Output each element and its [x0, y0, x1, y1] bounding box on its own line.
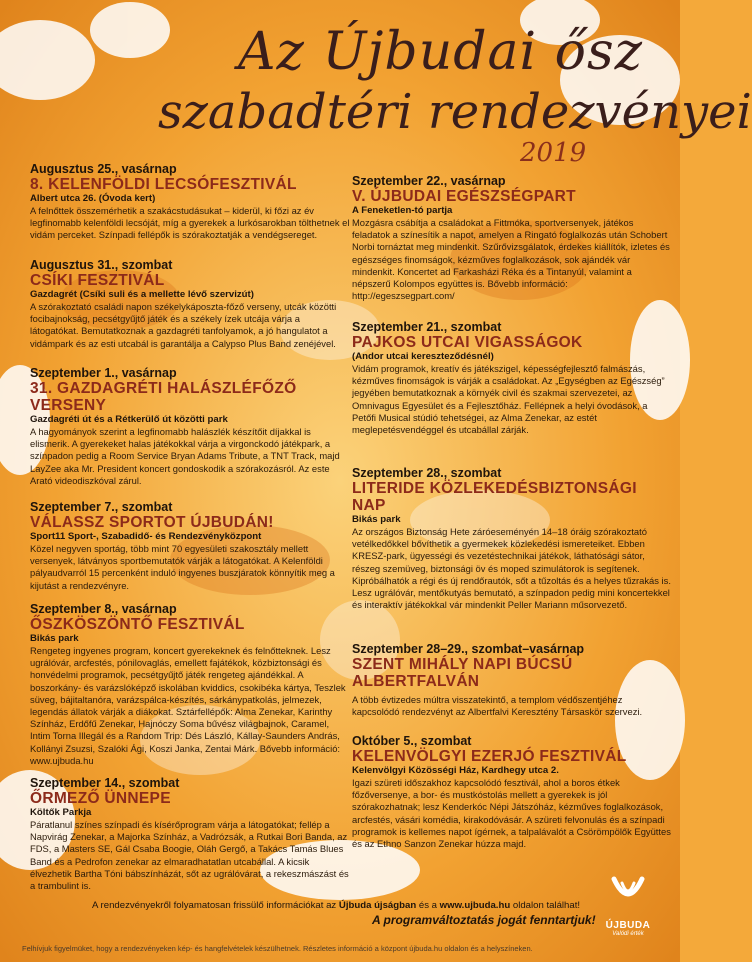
- event-place: Kelenvölgyi Közösségi Ház, Kardhegy utca 2.: [352, 765, 559, 776]
- ujbuda-logo: [600, 875, 656, 943]
- footer-info-mid: és a: [416, 900, 440, 911]
- event-date: Augusztus 25., vasárnap: [30, 162, 177, 176]
- event-name: 8. KELENFÖLDI LECSÓFESZTIVÁL: [30, 176, 297, 193]
- event-ezerjo-fesztival: [352, 734, 672, 850]
- event-description: Az országos Biztonság Hete záróeseményén 14–18 óráig szórakoztató vetélkedőkkel bővíthetik a gyermekek közlekedési ismereteiket. Ebben KRESZ-park, ügyességi és vezetéstechnikai játékok, láthatósági sátor, részeg szemüveg, biztonsági öv és moped szimulátorok is segítenek. Kipróbálhatók a régi és új rendőrautók, sőt a tűzoltás és a helyes tűzrakás is. Lesz ugrálóvár, mentőkutyás bemutató, a színpadon pedig mini koncertekkel és interaktív játékokkal vár mindenkit Peller Mariann műsorvezető.: [352, 526, 671, 611]
- event-literide: [352, 466, 672, 611]
- page-title: [0, 0, 752, 170]
- event-place: Bikás park: [352, 514, 401, 525]
- event-name: SZENT MIHÁLY NAPI BÚCSÚ ALBERTFALVÁN: [352, 656, 573, 690]
- event-description: A szórakoztató családi napon székelykáposzta-főző verseny, utcák közötti focibajnokság, pecsétgyűjtő játék és a székely ízek utcája várja a látogatókat. Bemutatkoznak a gazdagréti tanfolyamok, a jó hangulatot a vidámpark és az esti utcabál is garantálja a Calypso Plus Band zenéjével.: [30, 301, 337, 349]
- event-description: Igazi szüreti időszakhoz kapcsolódó fesztivál, ahol a boros étkek főzőversenye, a bor- és mustkóstolás mellett a gyerekek is jól szórakozhatnak; lesz Kenderkóc Népi Játszóház, kézműves foglalkozások, arcfestés, vásári komédia, kirakodóvásár. A szüreti felvonulás és a színpadi programok is kellemes napot ígérnek, a talpalávalót a Csörömpölők Együttes és az Ethno Sanzon Zenekar húzza majd.: [352, 777, 671, 850]
- event-name: PAJKOS UTCAI VIGASSÁGOK: [352, 334, 583, 351]
- event-name: KELENVÖLGYI EZERJÓ FESZTIVÁL: [352, 748, 627, 765]
- title-line-1: Az Újbudai ősz: [238, 22, 644, 82]
- event-place: A Feneketlen-tó partja: [352, 205, 453, 216]
- event-date: Augusztus 31., szombat: [30, 258, 173, 272]
- event-name: VÁLASSZ SPORTOT ÚJBUDÁN!: [30, 514, 274, 531]
- title-line-2: szabadtéri rendezvényei: [158, 84, 752, 140]
- event-date: Szeptember 8., vasárnap: [30, 602, 177, 616]
- event-ormezo-unnepe: [30, 776, 350, 892]
- footer-info: [92, 900, 612, 911]
- logo-text: ÚJBUDA: [605, 920, 651, 931]
- event-description: Mozgásra csábítja a családokat a Fittmóka, sportversenyek, játékos feladatok a színesítik a napot, amelyen a Ringató foglalkozás után Schobert Norbi tornáztat meg mindenkit. Szűrővizsgálatok, érdekes kiállítók, izletes és egészséges finomságok, kézműves foglalkozások, sok ajándék vár mindenkit. Koncertet ad Farkasházi Réka és a Tintanyúl, valamint a népszerű Kolompos együttes is. Bővebb információ: http://egeszsegpart.com/: [352, 217, 670, 302]
- event-place: Sport11 Sport-, Szabadidő- és Rendezvényközpont: [30, 531, 262, 542]
- event-csiki-fesztival: [30, 258, 350, 350]
- event-date: Szeptember 28., szombat: [352, 466, 502, 480]
- title-year: 2019: [520, 138, 587, 168]
- event-description: Páratlanul színes színpadi és kísérőprogram várja a látogatókat; fellép a Napvirág Zenekar, a Majorka Színház, a Vadrózsák, a Rutkai Bori Banda, az FDS, a Masters SE, Gál Csaba Boogie, Oláh Gergő, a Takács Tamás Blues Band és a Pedrofon zenekar az elmaradhatatlan utcabállal. A kicsik élvezhetik Bartha Tóni bábszínházát, sőt az ugrálóvárat, a rekeszmászást és a trambulint is.: [30, 819, 349, 892]
- event-lecsofesztival: [30, 162, 350, 242]
- event-description: Rengeteg ingyenes program, koncert gyerekeknek és felnőtteknek. Lesz ugrálóvár, arcfestés, pónilovaglás, emellett fajátékok, közbiztonsági és honvédelmi programok, pecsétgyűjtő játék rengeteg ajándékkal. A boszorkány- és varázslóképző iskolában kviddics, csokibéka kártya, Teszlek süveg, bájitaltanóra, varázspálca-készítés, sárkánypatkolás, jelmezek, legendás állatok várják a diákokat. Sztárfellépők: Alma Zenekar, Karinthy Színház, Erdőfű Zenekar, Hajnóczy Soma bűvész világbajnok, Caramel, Intim Torna Illegál és a Random Trip: Dés László, Kállay-Saunders András, Kollányi Zsuzsi, Szalóki Ági, Koszi Janka, Zentai Márk. Bővebb információ: www.ujbuda.hu: [30, 645, 346, 766]
- event-date: Szeptember 14., szombat: [30, 776, 180, 790]
- event-name: ŐRMEZŐ ÜNNEPE: [30, 790, 171, 807]
- event-place: Gazdagréti út és a Rétkerülő út közötti park: [30, 414, 228, 425]
- event-date: Szeptember 22., vasárnap: [352, 174, 506, 188]
- event-description: Közel negyven sportág, több mint 70 egyesületi szakosztály mellett versenyek, látványos sportbemutatók várják a látogatókat. A Kelenföldi pályaudvarról 15 percenként induló ingyenes buszjáratok könnyítik meg a kijutást a rendezvényre.: [30, 543, 335, 591]
- event-date: Szeptember 7., szombat: [30, 500, 173, 514]
- footer-newspaper: Újbuda újságban: [338, 900, 417, 911]
- footer-recording-notice: Felhívjuk figyelmüket, hogy a rendezvényeken kép- és hangfelvételek készülhetnek. Részletes információ a központ újbuda.hu oldalon és a helyszíneken.: [22, 944, 533, 953]
- event-oszkoszonto: [30, 602, 350, 767]
- event-place: Bikás park: [30, 633, 79, 644]
- event-date: Október 5., szombat: [352, 734, 472, 748]
- event-pajkos-utcai: [352, 320, 672, 436]
- event-date: Szeptember 21., szombat: [352, 320, 502, 334]
- event-description: Vidám programok, kreatív és játékszigel, képességfejlesztő falmászás, kézműves finomságok is várják a családokat. Az „Egységben az Egészség” jegyében bemutatkoznak a környék civil és szakmai szervezetei, az Omnivagus Egyesület és a Fejlesztőház. Fellépnek a helyi óvodások, a Petőfi Musical stúdió tehetségei, az Alma Zenekar, az estét meglepetésvendéggel és utcabállal zárják.: [352, 363, 665, 436]
- logo-tagline: Valódi érték: [612, 931, 644, 937]
- event-description: A felnőttek összemérhetik a szakácstudásukat – kiderül, ki főzi az év legfinomabb kelenföldi lecsóját, míg a gyerekek a lurkósarokban tölthetnek el vidám perceket. Színpadi fellépők is szórakoztatják a vendégsereget.: [30, 205, 350, 241]
- event-name: CSÍKI FESZTIVÁL: [30, 272, 165, 289]
- event-halaszlefozo: [30, 366, 350, 487]
- event-place: Gazdagrét (Csíki suli és a mellette lévő szervizút): [30, 289, 254, 300]
- event-name: LITERIDE KÖZLEKEDÉSBIZTONSÁGI NAP: [352, 480, 637, 514]
- footer-info-post: oldalon találhat!: [510, 900, 581, 911]
- event-place: (Andor utcai kereszteződésnél): [352, 351, 494, 362]
- event-szent-mihaly: [352, 642, 672, 718]
- event-date: Szeptember 28–29., szombat–vasárnap: [352, 642, 585, 656]
- footer-reserve-note: A programváltoztatás jogát fenntartjuk!: [372, 913, 596, 927]
- event-name: V. ÚJBUDAI EGÉSZSÉGPART: [352, 188, 576, 205]
- event-egeszsegpart: [352, 174, 672, 302]
- footer-info-pre: A rendezvényekről folyamatosan frissülő információkat az: [92, 900, 339, 911]
- event-place: Albert utca 26. (Óvoda kert): [30, 193, 156, 204]
- event-date: Szeptember 1., vasárnap: [30, 366, 177, 380]
- event-description: A több évtizedes múltra visszatekintő, a templom védőszentjéhez kapcsolódó rendezvényt az Albertfalvi Keresztény Társaskör szervezi.: [352, 694, 643, 718]
- event-name: ŐSZKÖSZÖNTŐ FESZTIVÁL: [30, 616, 245, 633]
- event-description: A hagyományok szerint a legfinomabb halászlék készítőit díjakkal is elismerik. A gyerekeket halas játékokkal várja a virgonckodó játékpark, a színpadon pedig a Room Service Bryan Adams Tribute, a TNT Track, majd LayZee aka Mr. President koncert gondoskodik a szórakozásról. Az este Arató videodiszkóval zárul.: [30, 426, 340, 486]
- ujbuda-logo-icon: [600, 875, 656, 915]
- event-name: 31. GAZDAGRÉTI HALÁSZLÉFŐZŐ VERSENY: [30, 380, 297, 414]
- footer-website-link[interactable]: www.ujbuda.hu: [439, 900, 511, 911]
- event-place: Költők Parkja: [30, 807, 92, 818]
- event-valassz-sportot: [30, 500, 350, 592]
